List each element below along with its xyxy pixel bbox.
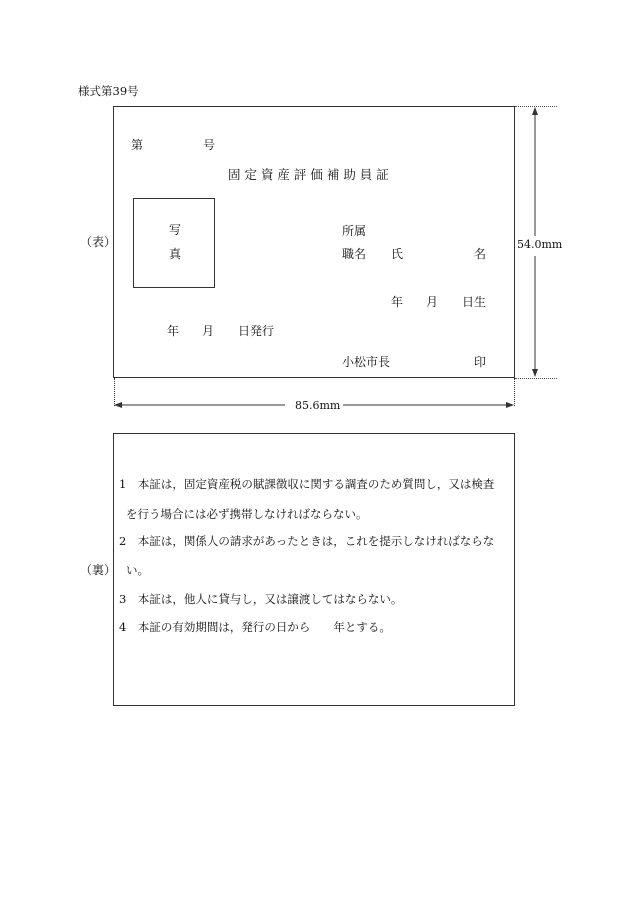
dob-year: 年 <box>391 295 404 309</box>
front-side-label: （表） <box>80 235 117 249</box>
back-side-label: （裏） <box>80 563 117 577</box>
issue-month: 月 <box>202 324 215 338</box>
note-1-cont: を行う場合には必ず携帯しなければならない。 <box>126 507 368 521</box>
issuer: 小松市長 <box>342 355 391 369</box>
seal: 印 <box>474 355 487 369</box>
affiliation-label: 所属 <box>342 224 367 238</box>
note-3: 3 本証は，他人に貸与し，又は譲渡してはならない。 <box>119 592 403 606</box>
card-title: 固 定 資 産 評 価 補 助 員 証 <box>228 167 389 182</box>
photo-label-2: 真 <box>169 247 182 261</box>
photo-label-1: 写 <box>169 223 182 237</box>
issue-day: 日発行 <box>238 324 275 338</box>
note-1: 1 本証は，固定資産税の賦課徴収に関する調査のため質問し，又は検査 <box>119 477 495 491</box>
number-suffix: 号 <box>203 138 216 152</box>
name-label-1: 氏 <box>391 247 404 261</box>
form-number: 様式第39号 <box>78 84 139 98</box>
job-label: 職名 <box>342 247 367 261</box>
dob-day: 日生 <box>462 295 487 309</box>
note-2: 2 本証は，関係人の請求があったときは，これを提示しなければならな <box>119 534 495 548</box>
width-dimension: 85.6mm <box>295 399 341 412</box>
issue-year: 年 <box>167 324 180 338</box>
name-label-2: 名 <box>474 247 487 261</box>
number-prefix: 第 <box>131 138 144 152</box>
note-4: 4 本証の有効期間は，発行の日から 年とする。 <box>119 620 391 634</box>
note-2-cont: い。 <box>126 563 149 577</box>
height-dimension: 54.0mm <box>517 238 563 251</box>
card-back <box>113 433 515 706</box>
dob-month: 月 <box>426 295 439 309</box>
